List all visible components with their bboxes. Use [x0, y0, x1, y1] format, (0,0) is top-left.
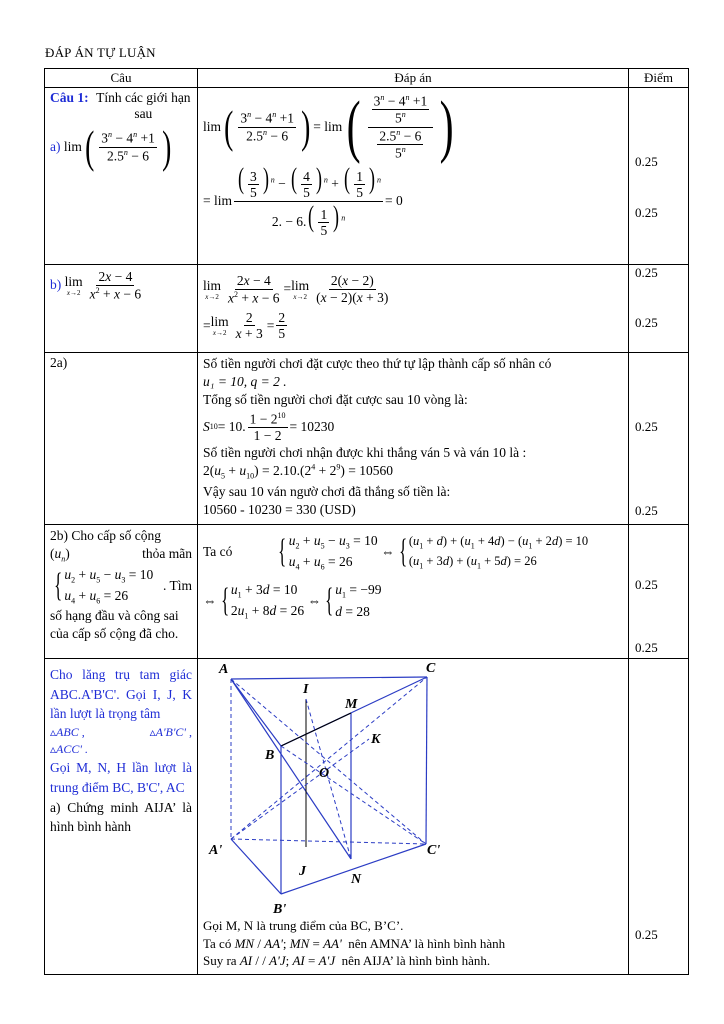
score-cell-q2b	[629, 525, 689, 659]
answer-line: Gọi M, N là trung điểm của BC, B’C’.	[203, 918, 404, 933]
question-text: số hạng đầu và công sai của cấp số cộng đã cho.	[50, 608, 179, 641]
score-value: 0.25	[635, 315, 658, 330]
score-value: 0.25	[635, 154, 658, 169]
label-b-prime: B'	[273, 902, 287, 917]
question-text: a) Chứng minh AIJA’ là hình bình hành	[50, 799, 192, 835]
answer-line: 10560 - 10230 = 330 (USD)	[203, 502, 356, 518]
answer-line: Vậy sau 10 ván ngườ chơi đã thắng số tiền là:	[203, 483, 451, 499]
score-value: 0.25	[635, 927, 658, 942]
table-row-q2b	[45, 525, 689, 659]
question-cell-q3: Cho lăng trụ tam giác ABC.A'B'C'. Gọi I, J, K lần lượt là trọng tâm ▵ABC , ▵A'B'C' , ▵ACC' . Gọi M, N, H lần lượt là trung điểm BC, B'C', AC a) Chứng minh AIJA’ là hình bình hành	[45, 659, 198, 975]
answer-line: Ta có	[203, 935, 232, 951]
question-text-1: Tính các giới hạn sau	[96, 90, 191, 121]
answer-line: Số tiền người chơi nhận được khi thắng ván 5 và ván 10 là :	[203, 445, 527, 461]
answer-line: Số tiền người chơi đặt cược theo thứ tự lập thành cấp số nhân có	[203, 356, 552, 371]
score-value: 0.25	[635, 419, 658, 434]
answer-text: Ta có	[203, 544, 233, 560]
answer-table	[44, 68, 689, 975]
answer-line: nên AIJA’ là hình bình hành.	[341, 953, 491, 969]
question-label-1: Câu 1:	[50, 90, 89, 105]
score-value: 0.25	[635, 205, 658, 220]
score-cell-q3	[629, 659, 689, 975]
label-k: K	[371, 732, 381, 747]
score-cell-q1b	[629, 265, 689, 353]
question-text: . Tìm	[162, 578, 192, 594]
label-n: N	[351, 872, 362, 887]
table-row-q1b	[45, 265, 689, 353]
question-text: thỏa mãn	[142, 545, 192, 561]
table-row-q1a	[45, 88, 689, 265]
question-cell-q2a: 2a)	[45, 353, 198, 525]
table-row-q3	[45, 659, 689, 975]
table-row-q2a	[45, 353, 689, 525]
label-c-prime: C'	[427, 843, 441, 858]
table-header-row	[45, 69, 689, 88]
score-value: 0.25	[635, 503, 658, 518]
part-a-label: a)	[50, 139, 61, 154]
label-c: C	[426, 661, 436, 676]
score-value: 0.25	[635, 577, 658, 592]
answer-line: nên AMNA’ là hình bình hành	[348, 935, 506, 951]
header-cau: Câu	[45, 69, 198, 88]
score-cell-q1a	[629, 88, 689, 265]
question-cell-q1b: b) lim x→2 $\frac{2x - 4}{x^2 + x - 6}$	[45, 265, 198, 353]
part-b-label: b)	[50, 277, 62, 293]
prism-figure	[209, 659, 461, 917]
score-value: 0.25	[635, 640, 658, 655]
score-cell-q2a	[629, 353, 689, 525]
page-title: ĐÁP ÁN TỰ LUẬN	[45, 45, 156, 60]
question-cell-q1a: Câu 1: Tính các giới hạn sau a) lim ( $\frac{3^n - 4^n +1}{2.5^n - 6}$ )	[45, 88, 198, 265]
answer-cell-q1a: lim ( $\frac{3^n - 4^n +1}{2.5^n - 6}$ ) = lim ( $\frac{\frac{3^n - 4^n +1}{5^n}}{\frac{2.5^n - 6}{5^n}}$ ) = lim ( $\frac{3}{5}$ ) $^n$ − ( $\frac{4}{5}$ ) $^n$ + ( $\frac{1}{5}$ ) $^n$ 2. − 6.( $\frac{1}{5}$ ) $^n$ = 0	[198, 88, 629, 265]
label-a-prime: A'	[209, 843, 223, 858]
question-cell-q2b: 2b) Cho cấp số cộng $(u_n)$ thỏa mãn { $u_2 + u_5 - u_3 = 10$ $u_4 + u_6 = 26$ . Tìm số hạng đầu và công sai của cấp số cộng đã cho.	[45, 525, 198, 659]
label-b: B	[265, 748, 275, 763]
answer-line: Tổng số tiền người chơi đặt cược sau 10 vòng là:	[203, 392, 468, 408]
question-text: Cho lăng trụ tam giác ABC.A'B'C'. Gọi I, J, K lần lượt là trọng tâm	[50, 667, 192, 722]
score-value: 0.25	[635, 265, 658, 280]
answer-line: u₁ = 10, q = 2 .	[203, 374, 287, 390]
answer-cell-q2a: Số tiền người chơi đặt cược theo thứ tự lập thành cấp số nhân có u₁ = 10, q = 2 . Tổng số tiền người chơi đặt cược sau 10 vòng là: S 10 = 10. $\frac{1 - 2^{10}}{1 - 2}$ = 10230 Số tiền người chơi nhận được khi thắng ván 5 và ván 10 là : $2(u_5 + u_{10}) = 2.10.(2^4 + 2^9) = 10560$ Vậy sau 10 ván ngườ chơi đã thắng số tiền là: 10560 - 10230 = 330 (USD)	[198, 353, 629, 525]
label-o: O	[319, 766, 330, 781]
label-j: J	[299, 864, 306, 879]
header-dap-an: Đáp án	[198, 69, 629, 88]
answer-line: Suy ra	[203, 953, 237, 969]
question-text: Gọi M, N, H lần lượt là trung điểm BC, B'C', AC	[50, 760, 192, 796]
question-text: 2b) Cho cấp số cộng	[50, 528, 161, 543]
answer-cell-q3: A C I M B K O A' C' J N B' Gọi M, N là trung điểm của BC, B’C’. Ta có MN / AA'; MN = AA' nên AMNA’ là hình bình hành Suy ra AI / / A'J; AI = A'J nên AIJA’ là hình bình hành.	[198, 659, 629, 975]
label-i: I	[303, 682, 309, 697]
answer-cell-q2b: Ta có { $u_2 + u_5 - u_3 = 10$ $u_4 + u_6 = 26$ ⇔ { $(u_1 + d) + (u_1 + 4d) - (u_1 + 2d) = 10$ $(u_1 + 3d) + (u_1 + 5d) = 26$ ⇔ { $u_1 + 3d = 10$ $2u_1 + 8d = 26$ ⇔ { $u_1 = -99$ d = 28	[198, 525, 629, 659]
answer-cell-q1b: lim x→2 $\frac{2x - 4}{x^2 + x - 6}$ = lim x→2 $\frac{2(x - 2)}{(x - 2)(x + 3)}$ = lim x→2 $\frac{2}{x + 3}$ = $\frac{2}{5}$	[198, 265, 629, 353]
label-m: M	[345, 697, 358, 712]
header-diem: Điểm	[629, 69, 689, 88]
label-a: A	[219, 662, 229, 677]
